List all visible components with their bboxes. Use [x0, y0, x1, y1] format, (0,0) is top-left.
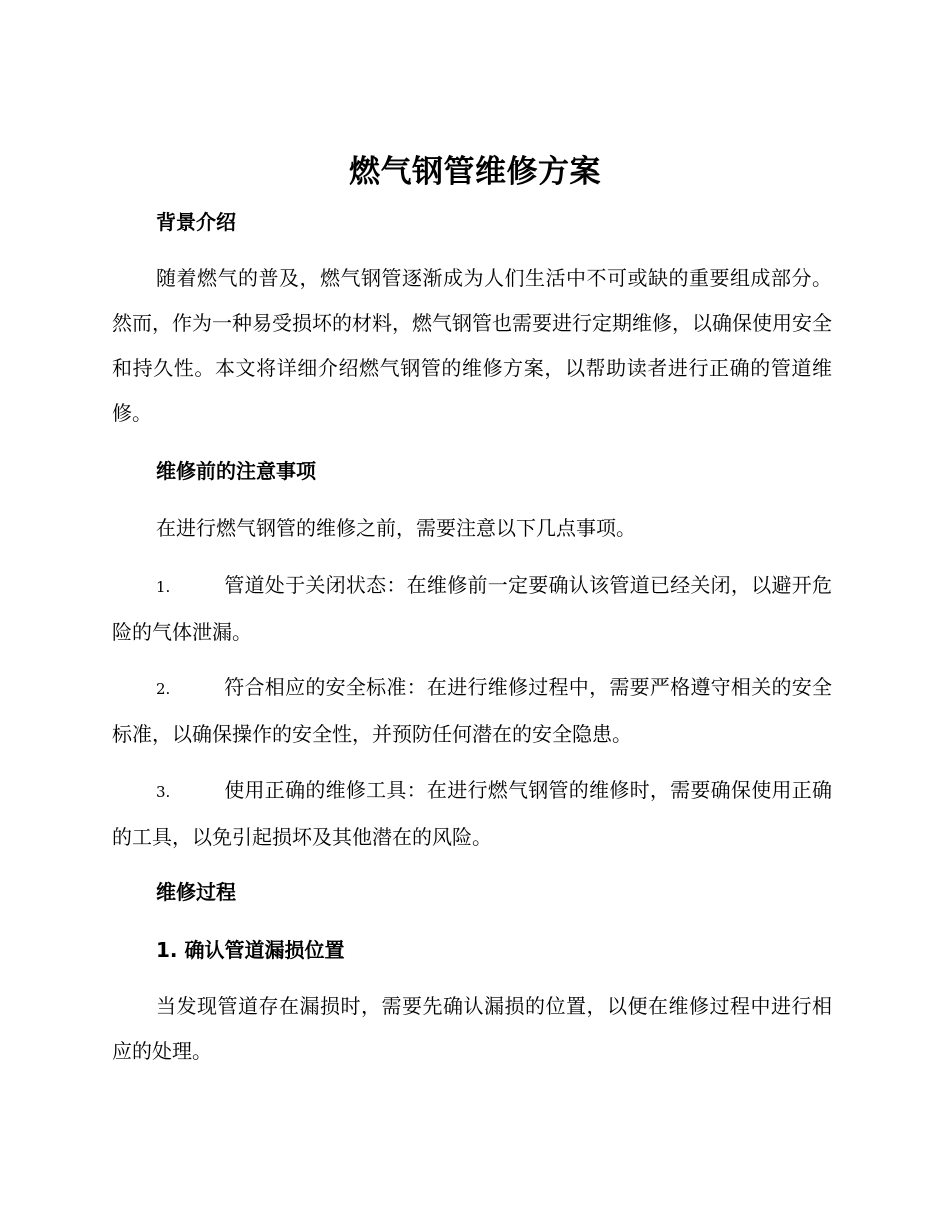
section-heading-background: 背景介绍 — [156, 210, 236, 234]
section-heading-precautions: 维修前的注意事项 — [156, 459, 316, 483]
list-item-number: 2. — [156, 680, 171, 698]
list-item-number: 3. — [156, 783, 171, 801]
list-item — [112, 768, 832, 860]
list-item-text: 符合相应的安全标准：在进行维修过程中，需要严格遵守相关的安全标准，以确保操作的安全性，并预防任何潜在的安全隐患。 — [112, 675, 832, 746]
list-item-text: 使用正确的维修工具：在进行燃气钢管的维修时，需要确保使用正确的工具，以免引起损坏及其他潜在的风险。 — [112, 778, 832, 849]
list-item — [112, 563, 832, 655]
precautions-intro: 在进行燃气钢管的维修之前，需要注意以下几点事项。 — [156, 516, 636, 540]
process-paragraph: 当发现管道存在漏损时，需要先确认漏损的位置，以便在维修过程中进行相应的处理。 — [112, 994, 832, 1063]
background-paragraph: 随着燃气的普及，燃气钢管逐渐成为人们生活中不可或缺的重要组成部分。然而，作为一种易受损坏的材料，燃气钢管也需要进行定期维修，以确保使用安全和持久性。本文将详细介绍燃气钢管的维修方案，以帮助读者进行正确的管道维修。 — [112, 266, 832, 425]
list-item-number: 1. — [156, 578, 171, 596]
subheading-locate-leak: 1. 确认管道漏损位置 — [156, 938, 345, 962]
section-heading-process: 维修过程 — [156, 880, 236, 904]
document-title: 燃气钢管维修方案 — [349, 154, 601, 190]
list-item — [112, 665, 832, 757]
list-item-text: 管道处于关闭状态：在维修前一定要确认该管道已经关闭，以避开危险的气体泄漏。 — [112, 573, 832, 644]
